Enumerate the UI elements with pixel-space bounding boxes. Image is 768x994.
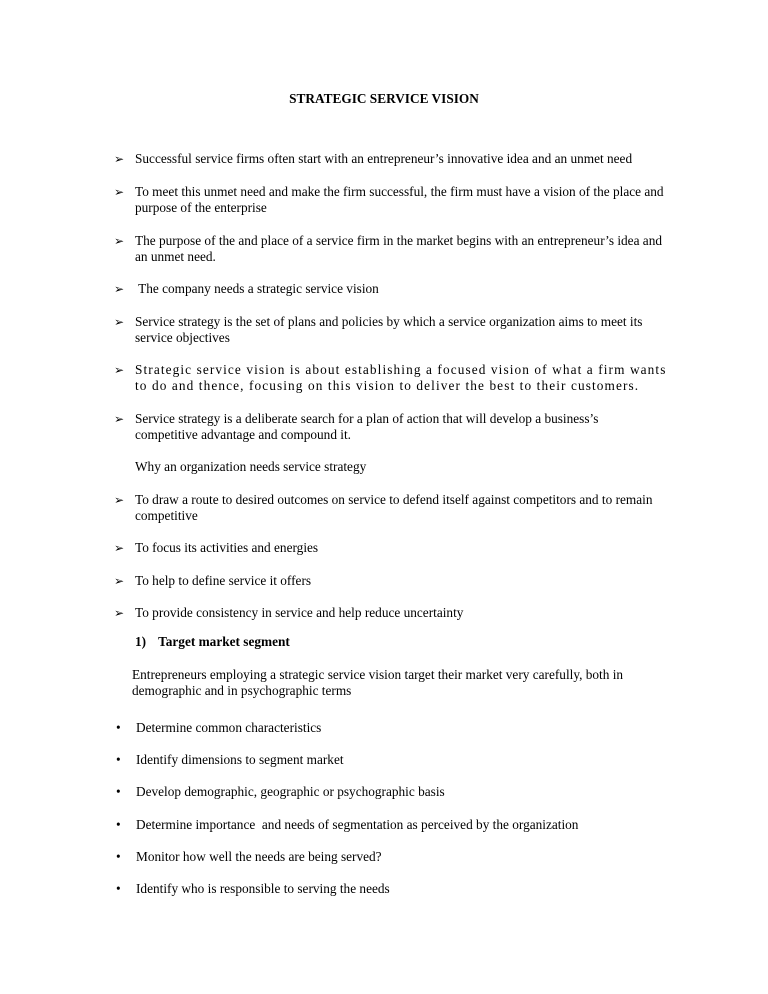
list-item — [114, 151, 674, 167]
arrow-bullet-icon: ➢ — [114, 363, 125, 377]
section-title: Target market segment — [158, 634, 290, 649]
list-item — [114, 184, 674, 216]
bullet-icon: • — [116, 849, 121, 864]
list-item — [114, 492, 674, 524]
list-item-text: Determine importance and needs of segmentation as perceived by the organization — [136, 817, 579, 832]
list-item-text: The purpose of the and place of a service firm in the market begins with an entrepreneur’s idea and an unmet need. — [135, 233, 662, 264]
list-item — [114, 233, 674, 265]
section-number: 1) — [135, 634, 147, 649]
list-item — [114, 784, 674, 800]
bullet-icon: • — [116, 784, 121, 799]
list-item-text: Determine common characteristics — [136, 720, 322, 735]
list-item-text: Identify dimensions to segment market — [136, 752, 344, 767]
arrow-bullet-icon: ➢ — [114, 185, 125, 199]
list-item — [114, 605, 674, 621]
arrow-bullet-icon: ➢ — [114, 493, 125, 507]
list-item-text: To meet this unmet need and make the firm successful, the firm must have a vision of the place and purpose of the enterprise — [135, 184, 664, 215]
arrow-bullet-icon: ➢ — [114, 541, 125, 555]
list-item-text: To draw a route to desired outcomes on service to defend itself against competitors and to remain competitive — [135, 492, 653, 523]
list-item — [114, 314, 674, 346]
bullet-icon: • — [116, 817, 121, 832]
list-item — [114, 849, 674, 865]
list-item-text: Strategic service vision is about establishing a focused vision of what a firm wants to do and thence, focusing on this vision to deliver the best to their customers. — [135, 362, 667, 393]
list-item — [114, 720, 674, 736]
list-item-text: The company needs a strategic service vision — [135, 281, 379, 296]
arrow-bullet-icon: ➢ — [114, 234, 125, 248]
bullet-icon: • — [116, 720, 121, 735]
list-item — [114, 281, 674, 297]
list-item — [114, 411, 674, 443]
arrow-bullet-icon: ➢ — [114, 412, 125, 426]
list-item-text: Service strategy is the set of plans and policies by which a service organization aims to meet its service objectives — [135, 314, 643, 345]
why-heading: Why an organization needs service strategy — [135, 459, 367, 474]
list-item — [114, 362, 674, 394]
arrow-bullet-icon: ➢ — [114, 606, 125, 620]
section-intro: Entrepreneurs employing a strategic service vision target their market very carefully, both in demographic and in psychographic terms — [132, 667, 624, 698]
list-item — [114, 540, 674, 556]
list-item-text: To focus its activities and energies — [135, 540, 319, 555]
arrow-bullet-icon: ➢ — [114, 315, 125, 329]
list-item — [114, 881, 674, 897]
list-item — [114, 752, 674, 768]
list-item-text: Service strategy is a deliberate search for a plan of action that will develop a business’s competitive advantage and compound it. — [135, 411, 599, 442]
arrow-bullet-icon: ➢ — [114, 152, 125, 166]
arrow-bullet-icon: ➢ — [114, 282, 125, 296]
list-item-text: To provide consistency in service and help reduce uncertainty — [135, 605, 464, 620]
list-item-text: Develop demographic, geographic or psychographic basis — [136, 784, 445, 799]
arrow-bullet-icon: ➢ — [114, 574, 125, 588]
list-item — [114, 573, 674, 589]
bullet-icon: • — [116, 752, 121, 767]
bullet-icon: • — [116, 881, 121, 896]
list-item-text: Identify who is responsible to serving the needs — [136, 881, 390, 896]
document-title: STRATEGIC SERVICE VISION — [289, 91, 479, 106]
list-item — [114, 817, 674, 833]
list-item-text: Successful service firms often start with an entrepreneur’s innovative idea and an unmet need — [135, 151, 633, 166]
list-item-text: To help to define service it offers — [135, 573, 312, 588]
list-item-text: Monitor how well the needs are being served? — [136, 849, 382, 864]
section-heading — [135, 634, 290, 650]
